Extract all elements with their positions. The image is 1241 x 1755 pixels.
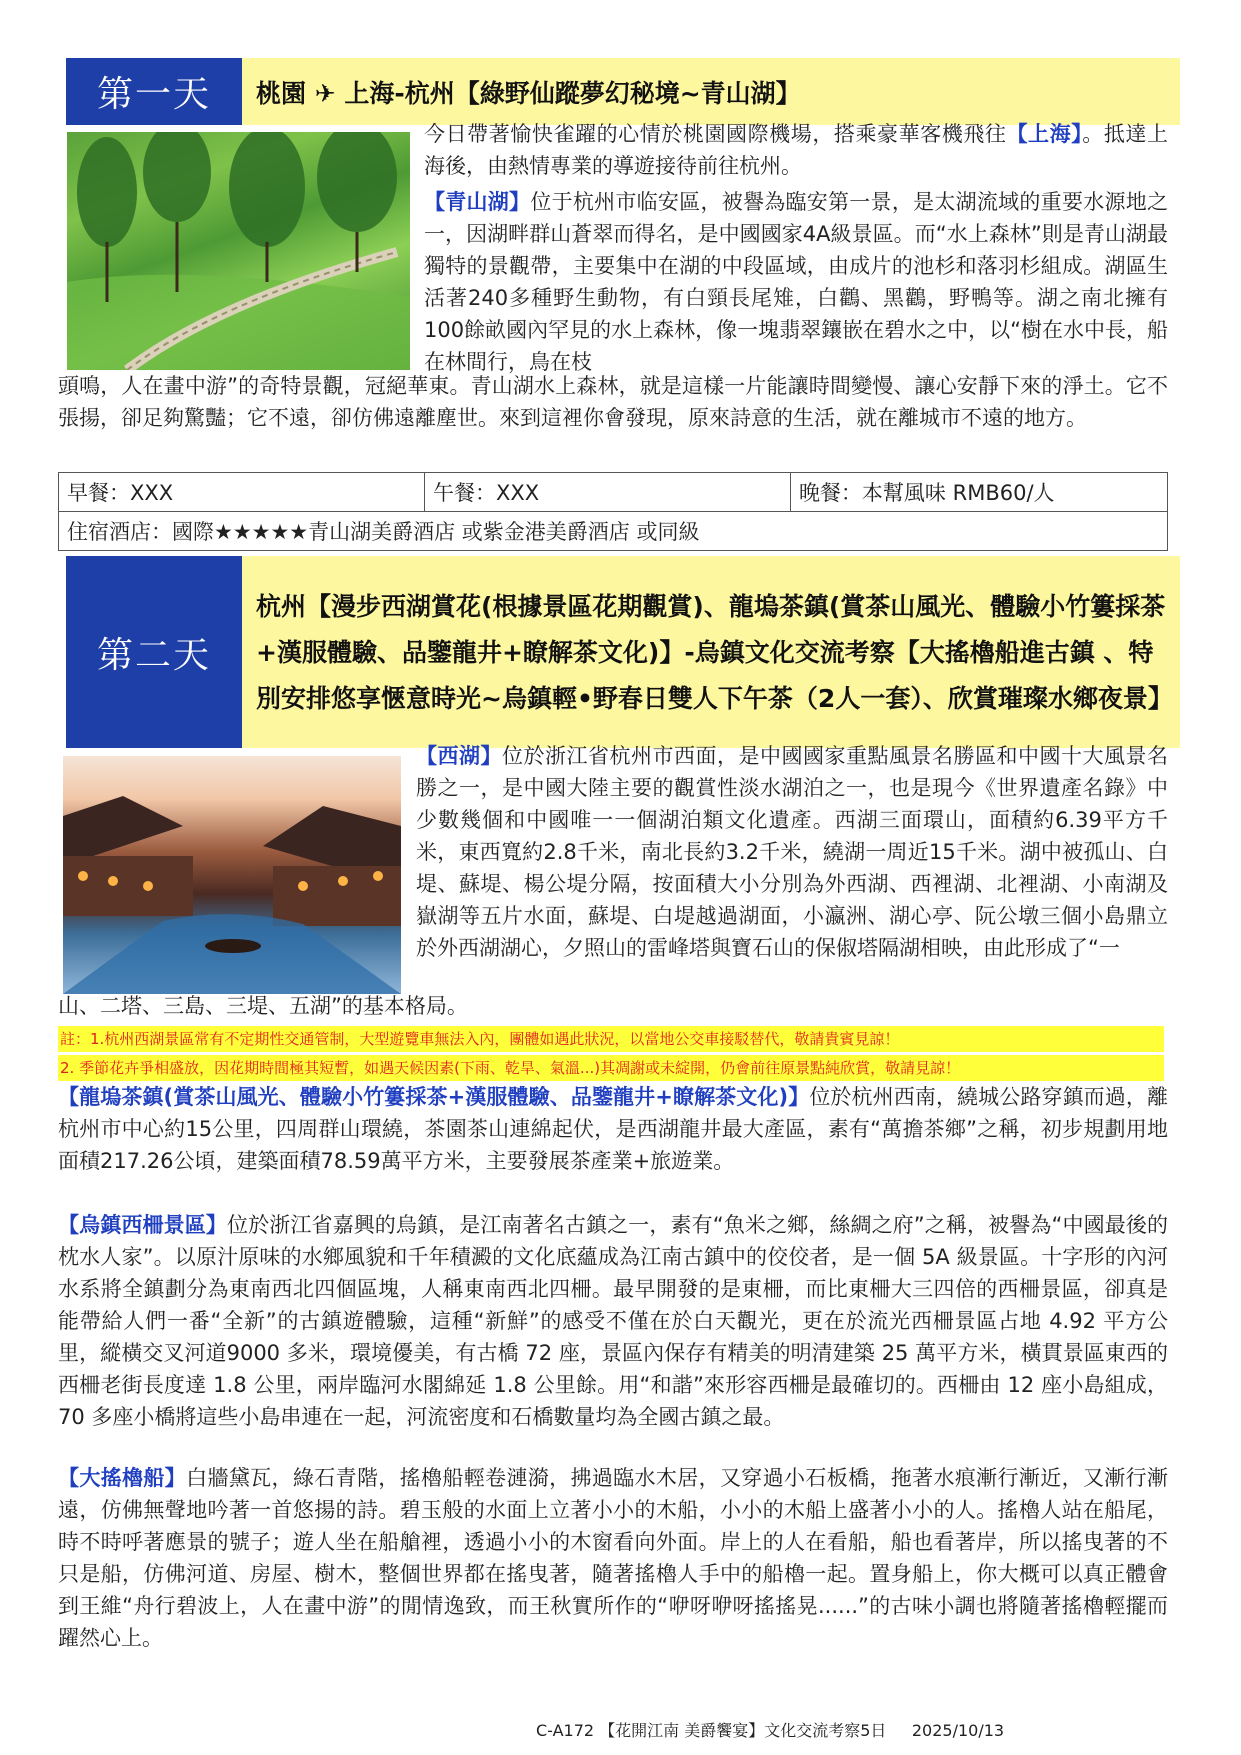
day1-intro xyxy=(424,118,1168,182)
boat-paragraph xyxy=(58,1462,1168,1654)
wuzhen-text: 位於浙江省嘉興的烏鎮，是江南著名古鎮之一，素有“魚米之鄉，絲綢之府”之稱，被譽為“中國最後的枕水人家”。以原汁原味的水鄉風貌和千年積澱的文化底蘊成為江南古鎮中的佼佼者，是一個 5A 級景區。十字形的內河水系將全鎮劃分為東南西北四個區塊，人稱東南西北四柵。最早開發的是東柵，而比東柵大三四倍的西柵景區，卻真是能帶給人們一番“全新”的古鎮遊體驗，這種“新鮮”的感受不僅在於白天觀光，更在於流光西柵景區占地 4.92 平方公里，縱橫交叉河道9000 多米，環境優美，有古橋 72 座，景區內保存有精美的明清建築 25 萬平方米，橫貫景區東西的西柵老街長度達 1.8 公里，兩岸臨河水閣綿延 1.8 公里餘。用“和諧”來形容西柵是最確切的。西柵由 12 座小島組成，70 多座小橋將這些小島串連在一起，河流密度和石橋數量均為全國古鎮之最。 xyxy=(58,1213,1169,1429)
longwu-highlight: 【龍塢茶鎮(賞茶山風光、體驗小竹簍採茶+漢服體驗、品鑒龍井+瞭解茶文化)】 xyxy=(58,1085,810,1109)
qingshan-lake-paragraph xyxy=(424,186,1168,378)
day1-title: 桃園 ✈ 上海-杭州【綠野仙蹤夢幻秘境~青山湖】 xyxy=(242,58,1180,125)
day2-header xyxy=(66,556,1180,748)
shanghai-highlight: 【上海】 xyxy=(1006,122,1083,146)
wuzhen-highlight: 【烏鎮西柵景區】 xyxy=(58,1213,227,1237)
qingshan-lake-forest-photo xyxy=(67,132,410,370)
day1-header xyxy=(66,58,1180,125)
boat-text: 白牆黛瓦，綠石青階，搖櫓船輕卷漣漪，拂過臨水木居，又穿過小石板橋，拖著水痕漸行漸近，又漸行漸遠，仿佛無聲地吟著一首悠揚的詩。碧玉般的水面上立著小小的木船，小小的木船上盛著小小的人。搖櫓人站在船尾，時不時呼著應景的號子；遊人坐在船艙裡，透過小小的木窗看向外面。岸上的人在看船，船也看著岸，所以搖曳著的不只是船，仿佛河道、房屋、樹木，整個世界都在搖曳著，隨著搖櫓人手中的船櫓一起。置身船上，你大概可以真正體會到王維“舟行碧波上，人在畫中游”的閒情逸致，而王秋實所作的“咿呀咿呀搖搖晃......”的古味小調也將隨著搖櫓輕擺而躍然心上。 xyxy=(58,1466,1169,1650)
day1-intro-text: 今日帶著愉快雀躍的心情於桃園國際機場，搭乘豪華客機飛往 xyxy=(424,122,1007,146)
westlake-paragraph-tail: 山、二塔、三島、三堤、五湖”的基本格局。 xyxy=(58,994,468,1018)
flower-season-note: 2. 季節花卉爭相盛放，因花期時間極其短暫，如遇天候因素(下雨、乾旱、氣溫...)其凋謝或未綻開，仍會前往原景點純欣賞，敬請見諒！ xyxy=(58,1055,1164,1081)
lunch-cell: 午餐：XXX xyxy=(424,473,790,512)
westlake-highlight: 【西湖】 xyxy=(416,744,502,768)
qingshan-lake-paragraph-tail: 頭鳴，人在畫中游”的奇特景觀，冠絕華東。青山湖水上森林，就是這樣一片能讓時間變慢、讓心安靜下來的淨土。它不張揚，卻足夠驚豔；它不遠，卻仿佛遠離塵世。來到這裡你會發現，原來詩意的生活，就在離城市不遠的地方。 xyxy=(58,374,1168,430)
day1-intro-text-end: 。抵達上海後，由熱情專業的導遊接待前往杭州。 xyxy=(424,122,1169,178)
longwu-text: 位於杭州西南，繞城公路穿鎮而過，離杭州市中心約15公里，四周群山環繞，茶園茶山連綿起伏，是西湖龍井最大產區，素有“萬擔茶鄉”之稱，初步規劃用地面積217.26公頃，建築面積78.59萬平方米，主要發展茶產業+旅遊業。 xyxy=(58,1085,1169,1173)
boat-highlight: 【大搖櫓船】 xyxy=(58,1466,187,1490)
day1-meals-table xyxy=(58,472,1168,551)
longwu-paragraph xyxy=(58,1081,1168,1177)
qingshan-lake-text: 位于杭州市临安區，被譽為臨安第一景，是太湖流域的重要水源地之一，因湖畔群山蒼翠而得名，是中國國家4A級景區。而“水上森林”則是青山湖最獨特的景觀帶，主要集中在湖的中段區域，由成片的池杉和落羽杉組成。湖區生活著240多種野生動物，有白頸長尾雉，白鸛、黑鸛，野鴨等。湖之南北擁有100餘畝國內罕見的水上森林，像一塊翡翠鑲嵌在碧水之中，以“樹在水中長，船在林間行，鳥在枝 xyxy=(424,190,1169,374)
wuzhen-paragraph xyxy=(58,1209,1168,1433)
page-footer: C-A172 【花開江南 美爵饗宴】文化交流考察5日 2025/10/13 xyxy=(536,1721,1005,1740)
day2-title: 杭州【漫步西湖賞花(根據景區花期觀賞)、龍塢茶鎮(賞茶山風光、體驗小竹簍採茶+漢服體驗、品鑒龍井+瞭解茶文化)】-烏鎮文化交流考察【大搖櫓船進古鎮 、特別安排悠享愜意時光~烏鎮輕•野春日雙人下午茶（2人一套）、欣賞璀璨水鄉夜景】 xyxy=(242,556,1180,748)
traffic-control-note: 註：1.杭州西湖景區常有不定期性交通管制，大型遊覽車無法入內，團體如遇此狀況，以當地公交車接駁替代，敬請貴賓見諒！ xyxy=(58,1026,1164,1052)
water-town-illustration xyxy=(63,756,401,994)
day1-badge: 第一天 xyxy=(66,58,242,125)
day2-badge: 第二天 xyxy=(66,556,242,748)
qingshan-lake-highlight: 【青山湖】 xyxy=(424,190,531,214)
dinner-cell: 晚餐：本幫風味 RMB60/人 xyxy=(790,473,1167,512)
westlake-paragraph xyxy=(416,740,1168,964)
forest-illustration xyxy=(67,132,410,370)
wuzhen-water-town-photo xyxy=(63,756,401,994)
breakfast-cell: 早餐：XXX xyxy=(59,473,425,512)
westlake-text: 位於浙江省杭州市西面，是中國國家重點風景名勝區和中國十大風景名勝之一，是中國大陸主要的觀賞性淡水湖泊之一，也是現今《世界遺產名錄》中少數幾個和中國唯一一個湖泊類文化遺產。西湖三面環山，面積約6.39平方千米，東西寬約2.8千米，南北長約3.2千米，繞湖一周近15千米。湖中被孤山、白堤、蘇堤、楊公堤分隔，按面積大小分別為外西湖、西裡湖、北裡湖、小南湖及嶽湖等五片水面，蘇堤、白堤越過湖面，小瀛洲、湖心亭、阮公墩三個小島鼎立於外西湖湖心，夕照山的雷峰塔與寶石山的保俶塔隔湖相映，由此形成了“一 xyxy=(416,744,1168,960)
hotel-cell: 住宿酒店：國際★★★★★青山湖美爵酒店 或紫金港美爵酒店 或同級 xyxy=(59,512,1168,551)
